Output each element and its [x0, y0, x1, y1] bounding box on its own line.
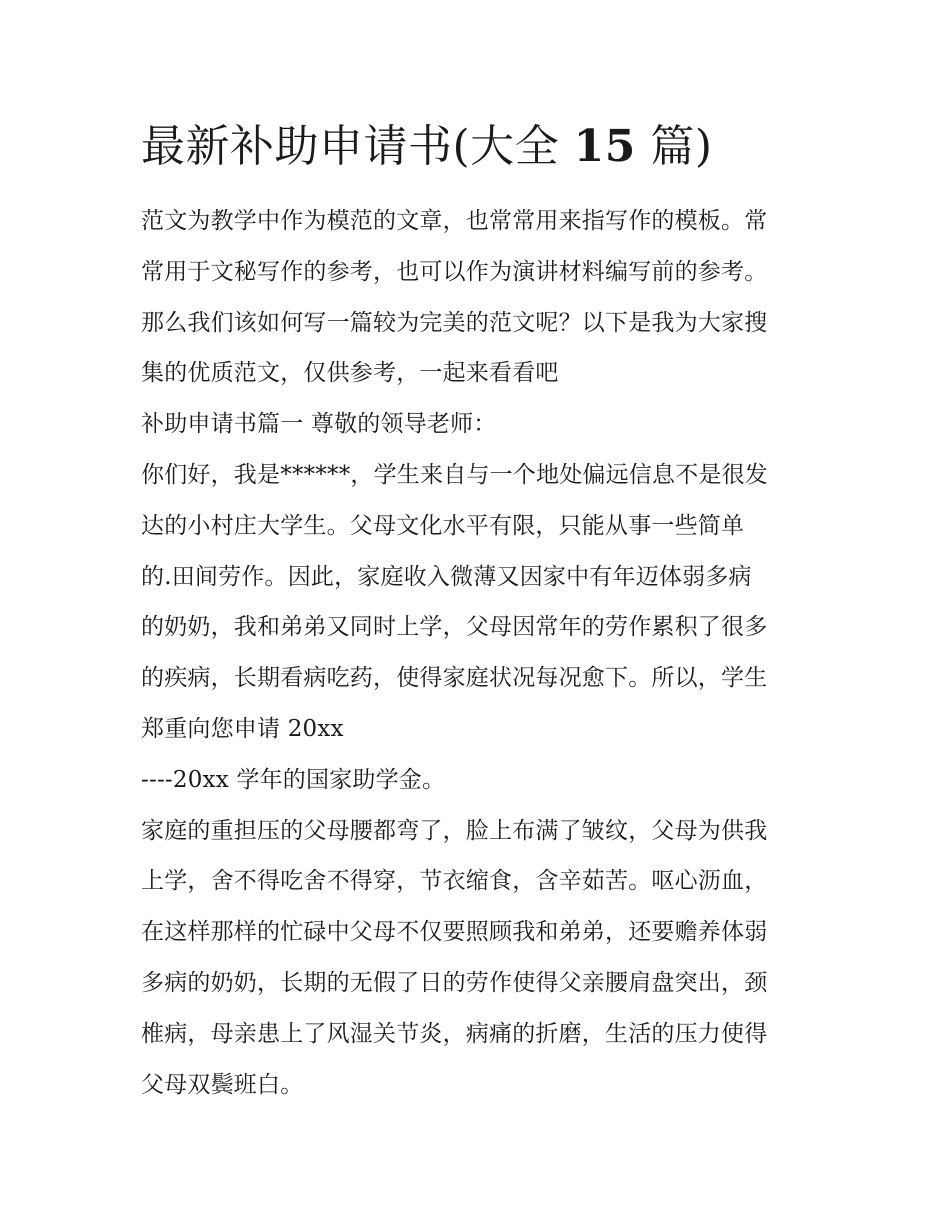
text-line: 多病的奶奶，长期的无假了日的劳作使得父亲腰肩盘突出，颈 — [141, 969, 768, 996]
document-title: 最新补助申请书(大全 15 篇) — [141, 121, 713, 172]
text-line: 父母双鬓班白。 — [141, 1071, 304, 1098]
text-line: 郑重向您申请 20xx — [141, 715, 344, 742]
document-text — [141, 196, 813, 1110]
text-line: 补助申请书篇一 尊敬的领导老师： — [141, 411, 497, 438]
document-body — [141, 112, 813, 1110]
text-line: 在这样那样的忙碌中父母不仅要照顾我和弟弟，还要赡养体弱 — [141, 919, 768, 946]
text-line: ----20xx 学年的国家助学金。 — [141, 766, 446, 793]
text-line: 范文为教学中作为模范的文章，也常常用来指写作的模板。常 — [141, 208, 768, 234]
text-line: 的疾病，长期看病吃药，使得家庭状况每况愈下。所以，学生 — [141, 665, 768, 692]
text-line: 的.田间劳作。因此，家庭收入微薄又因家中有年迈体弱多病 — [141, 563, 752, 590]
text-line: 椎病，母亲患上了风湿关节炎，病痛的折磨，生活的压力使得 — [141, 1020, 768, 1047]
text-line: 达的小村庄大学生。父母文化水平有限，只能从事一些简单 — [141, 512, 745, 539]
text-line: 常用于文秘写作的参考，也可以作为演讲材料编写前的参考。 — [141, 258, 768, 285]
text-line: 上学，舍不得吃舍不得穿，节衣缩食，含辛茹苦。呕心沥血， — [141, 868, 768, 895]
text-line: 家庭的重担压的父母腰都弯了，脸上布满了皱纹，父母为供我 — [141, 817, 768, 844]
text-line: 你们好，我是******，学生来自与一个地处偏远信息不是很发 — [141, 461, 768, 488]
text-line: 那么我们该如何写一篇较为完美的范文呢？以下是我为大家搜 — [141, 309, 768, 336]
text-line: 的奶奶，我和弟弟又同时上学，父母因常年的劳作累积了很多 — [141, 614, 768, 641]
text-line: 集的优质范文，仅供参考，一起来看看吧 — [141, 360, 559, 387]
